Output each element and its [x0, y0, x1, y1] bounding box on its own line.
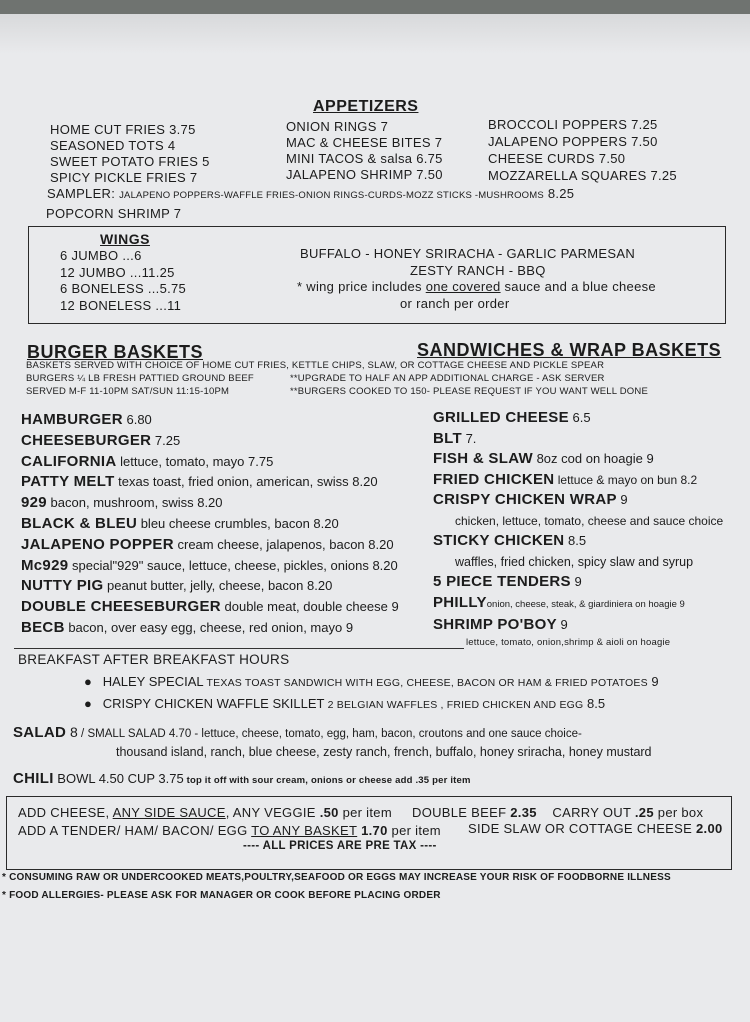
baskets-info-1: BASKETS SERVED WITH CHOICE OF HOME CUT FRIES, KETTLE CHIPS, SLAW, OR COTTAGE CHEESE AND PICKLE SPEAR [26, 360, 605, 371]
chili-line: CHILI BOWL 4.50 CUP 3.75 top it off with sour cream, onions or cheese add .35 per item [13, 770, 471, 787]
wing-price: 12 JUMBO ...11.25 [60, 264, 175, 280]
sandwich-item: STICKY CHICKEN 8.5 [433, 532, 587, 549]
sandwich-item: 5 PIECE TENDERS 9 [433, 573, 582, 590]
burger-list [21, 410, 399, 639]
pre-tax-note: ---- ALL PRICES ARE PRE TAX ---- [243, 840, 437, 852]
poboy-desc: lettuce, tomato, onion,shrimp & aioli on hoagie [466, 637, 671, 648]
menu-item: HOME CUT FRIES 3.75 [50, 122, 196, 137]
footer-warning-1: * CONSUMING RAW OR UNDERCOOKED MEATS,POULTRY,SEAFOOD OR EGGS MAY INCREASE YOUR RISK OF FOODBORNE ILLNESS [2, 872, 671, 883]
menu-item: MOZZARELLA SQUARES 7.25 [488, 168, 677, 183]
baskets-info-2: BURGERS ¼ LB FRESH PATTIED GROUND BEEF [26, 373, 254, 384]
menu-item: JALAPENO SHRIMP 7.50 [286, 167, 443, 182]
menu-item: JALAPENO POPPERS 7.50 [488, 134, 658, 149]
wing-price: 12 BONELESS ...11 [60, 297, 182, 313]
baskets-info-3: SERVED M-F 11-10PM SAT/SUN 11:15-10PM [26, 386, 230, 397]
burger-item: CALIFORNIA lettuce, tomato, mayo 7.75 [21, 452, 274, 470]
sandwich-item: chicken, lettuce, tomato, cheese and sauce choice [455, 513, 724, 528]
extras-line-2-right: SIDE SLAW OR COTTAGE CHEESE 2.00 [468, 821, 723, 836]
sandwich-item: SHRIMP PO'BOY 9 [433, 616, 568, 633]
wing-note [297, 279, 656, 294]
salad-dressings: thousand island, ranch, blue cheese, zesty ranch, french, buffalo, honey sriracha, honey mustard [116, 745, 652, 759]
burger-item: DOUBLE CHEESEBURGER double meat, double cheese 9 [21, 598, 399, 616]
burger-item: NUTTY PIG peanut butter, jelly, cheese, bacon 8.20 [21, 577, 333, 595]
burger-item: CHEESEBURGER 7.25 [21, 431, 181, 449]
burger-item: 929 bacon, mushroom, swiss 8.20 [21, 494, 223, 512]
menu-item: CHEESE CURDS 7.50 [488, 151, 626, 166]
sandwich-item: PHILLYonion, cheese, steak, & giardiniera on hoagie 9 [433, 593, 685, 611]
appetizers-col2 [286, 119, 443, 183]
footer-warning-2: * FOOD ALLERGIES- PLEASE ASK FOR MANAGER OR COOK BEFORE PLACING ORDER [2, 890, 441, 901]
extras-line-1-right: DOUBLE BEEF 2.35 CARRY OUT .25 per box [412, 805, 704, 820]
appetizers-col1 [50, 122, 210, 186]
wing-note-suffix: sauce and a blue cheese [500, 279, 656, 294]
bullet-icon: ● [84, 674, 92, 689]
menu-item: SPICY PICKLE FRIES 7 [50, 170, 198, 185]
wing-price: 6 JUMBO ...6 [60, 248, 142, 263]
appetizers-title: APPETIZERS [313, 98, 419, 115]
sandwich-item: FRIED CHICKEN lettuce & mayo on bun 8.2 [433, 470, 698, 488]
extras-line-1: ADD CHEESE, ANY SIDE SAUCE, ANY VEGGIE .50 per item [18, 805, 392, 820]
sandwich-item: FISH & SLAW 8oz cod on hoagie 9 [433, 450, 654, 467]
burger-item: JALAPENO POPPER cream cheese, jalapenos, bacon 8.20 [21, 535, 394, 553]
salad-line: SALAD 8 / SMALL SALAD 4.70 - lettuce, cheese, tomato, egg, ham, bacon, croutons and one sauce choice- [13, 724, 582, 741]
baskets-info-4: **UPGRADE TO HALF AN APP ADDITIONAL CHARGE - ASK SERVER [290, 373, 605, 384]
burger-item: BLACK & BLEU bleu cheese crumbles, bacon 8.20 [21, 514, 339, 532]
breakfast-item-2: ● CRISPY CHICKEN WAFFLE SKILLET 2 BELGIAN WAFFLES , FRIED CHICKEN AND EGG 8.5 [84, 696, 606, 711]
wings-title: WINGS [100, 231, 150, 247]
wing-price: 6 BONELESS ...5.75 [60, 281, 187, 296]
sandwiches-title: SANDWICHES & WRAP BASKETS [417, 340, 722, 360]
breakfast-title: BREAKFAST AFTER BREAKFAST HOURS [18, 652, 290, 667]
burger-item: PATTY MELT texas toast, fried onion, american, swiss 8.20 [21, 473, 378, 491]
sandwich-item: waffles, fried chicken, spicy slaw and syrup [455, 554, 694, 569]
wing-flavors-1: BUFFALO - HONEY SRIRACHA - GARLIC PARMESAN [300, 246, 636, 261]
menu-item: SEASONED TOTS 4 [50, 138, 176, 153]
menu-item: BROCCOLI POPPERS 7.25 [488, 117, 658, 132]
breakfast-item-1: ● HALEY SPECIAL TEXAS TOAST SANDWICH WITH EGG, CHEESE, BACON OR HAM & FRIED POTATOES 9 [84, 674, 659, 689]
sandwich-item: BLT 7. [433, 429, 477, 447]
section-divider [14, 648, 464, 649]
burger-item: HAMBURGER 6.80 [21, 411, 152, 428]
menu-item: SWEET POTATO FRIES 5 [50, 154, 210, 169]
wings-prices [60, 248, 186, 314]
sampler-label: SAMPLER: [47, 186, 116, 201]
burger-item: BECB bacon, over easy egg, cheese, red onion, mayo 9 [21, 618, 354, 636]
popcorn-shrimp: POPCORN SHRIMP 7 [46, 206, 182, 221]
sampler-price: 8.25 [547, 186, 575, 201]
sandwich-list [433, 408, 723, 636]
sampler-items: JALAPENO POPPERS-WAFFLE FRIES-ONION RINGS-CURDS-MOZZ STICKS -MUSHROOMS [119, 190, 544, 201]
sandwich-item: GRILLED CHEESE 6.5 [433, 409, 591, 426]
appetizers-col3 [488, 116, 677, 184]
sampler-line [47, 186, 574, 201]
sheet-shadow [0, 14, 750, 54]
baskets-info-5: **BURGERS COOKED TO 150- PLEASE REQUEST IF YOU WANT WELL DONE [290, 386, 648, 397]
menu-item: MINI TACOS & salsa 6.75 [286, 151, 443, 166]
wing-flavors-2: ZESTY RANCH - BBQ [410, 263, 546, 278]
bullet-icon: ● [84, 696, 92, 711]
menu-sheet [0, 14, 750, 1022]
wing-note-prefix: * wing price includes [297, 279, 426, 294]
sandwich-item: CRISPY CHICKEN WRAP 9 [433, 491, 628, 508]
menu-item: ONION RINGS 7 [286, 119, 389, 134]
burger-baskets-title: BURGER BASKETS [27, 342, 204, 362]
menu-item: MAC & CHEESE BITES 7 [286, 135, 443, 150]
burger-item: Mc929 special"929" sauce, lettuce, cheese, pickles, onions 8.20 [21, 556, 398, 574]
extras-line-2: ADD A TENDER/ HAM/ BACON/ EGG TO ANY BASKET 1.70 per item [18, 823, 441, 838]
wing-note-2: or ranch per order [400, 296, 510, 311]
wing-note-underlined: one covered [425, 279, 501, 294]
